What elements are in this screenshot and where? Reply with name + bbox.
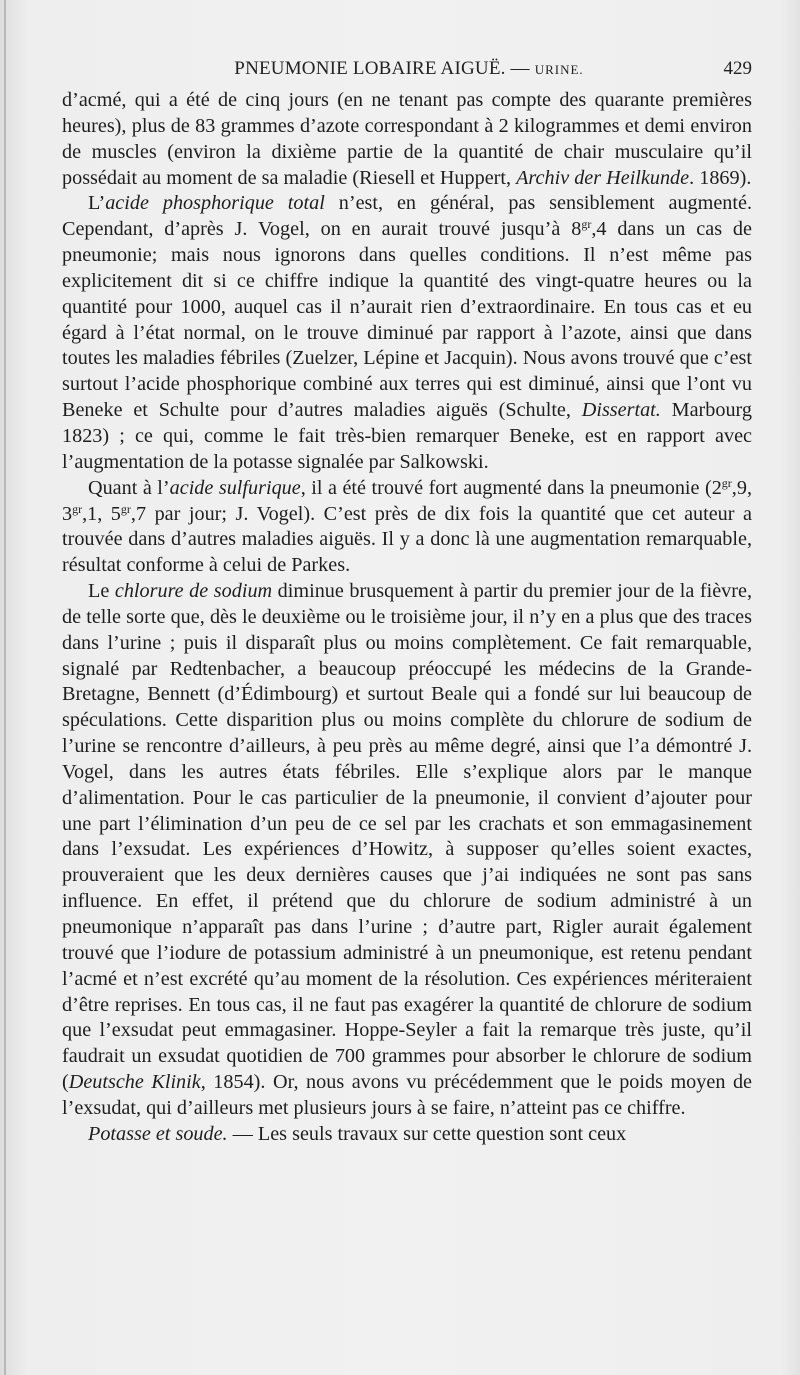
running-title-dash: — (505, 58, 535, 79)
term-acide-phosphorique: acide phosphorique total (105, 192, 325, 215)
running-head (66, 58, 752, 82)
running-title (66, 58, 752, 80)
term-acide-sulfurique: acide sulfurique (169, 476, 301, 499)
paragraph-potasse-et-soude: Potasse et soude. — Les seuls travaux sur cette question sont ceux (88, 1122, 627, 1145)
citation-dissertat: Dissertat. (581, 399, 661, 422)
paragraph-azote-continued: d’acmé, qui a été de cinq jours (en ne tenant pas compte des quarante premières heures), plus de 83 grammes d’azote correspondant à 2 kilogrammes et demi environ de muscles (environ la dixième partie de la quantité de chair musculaire qu’il possédait au moment de sa maladie (Riesell et Huppert, Archiv der Heilkunde. 1869). (62, 89, 752, 189)
paragraph-chlorure-de-sodium: Le chlorure de sodium diminue brusquement à partir du premier jour de la fièvre, de telle sorte que, dès le deuxième ou le troisième jour, il n’y en a plus que des traces dans l’urine ; puis il disparaît plus ou moins complètement. Ce fait remarquable, signalé par Redtenbacher, a beaucoup préoccupé les médecins de la Grande-Bretagne, Bennett (d’Édimbourg) et surtout Beale qui a fondé sur lui beaucoup de spéculations. Cette disparition plus ou moins complète du chlorure de sodium de l’urine se rencontre d’ailleurs, à peu près au même degré, ainsi que l’a démontré J. Vogel, dans les autres états fébriles. Elle s’explique alors par le manque d’alimentation. Pour le cas particulier de la pneumonie, il convient d’ajouter pour une part l’élimination d’un peu de ce sel par les crachats et son emmagasinement dans l’exsudat. Les expériences d’Howitz, à supposer qu’elles soient exactes, prouveraient que les deux dernières causes que j’ai indiquées ne sont pas sans influence. En effet, il prétend que du chlorure de sodium administré à un pneumonique n’apparaît pas dans l’urine ; d’autre part, Rigler aurait également trouvé que l’iodure de potassium administré à un pneumonique, est retenu pendant l’acmé et n’est excrété qu’au moment de la résolution. Ces expériences mériteraient d’être reprises. En tous cas, il ne faut pas exagérer la quantité de chlorure de sodium que l’exsudat peut emmagasiner. Hoppe-Seyler a fait la remarque très juste, qu’il faudrait un exsudat quotidien de 700 grammes pour absorber le chlorure de sodium (Deutsche Klinik, 1854). Or, nous avons vu précédemment que le poids moyen de l’exsudat, qui d’ailleurs met plusieurs jours à se faire, n’atteint pas ce chiffre. (62, 580, 752, 1119)
running-title-main: PNEUMONIE LOBAIRE AIGUË. (234, 58, 506, 79)
paragraph-acide-phosphorique: L’acide phosphorique total n’est, en général, pas sensiblement augmenté. Cependant, d’après J. Vogel, on en aurait trouvé jusqu’à $8^{gr},4$ dans un cas de pneumonie; mais nous ignorons dans quelles conditions. Il n’est même pas explicitement dit si ce chiffre indique la quantité des vingt-quatre heures ou la quantité pour 1000, auquel cas il n’aurait rien d’extraordinaire. En tous cas et eu égard à l’état normal, on le trouve diminué par rapport à l’azote, ainsi que dans toutes les maladies fébriles (Zuelzer, Lépine et Jacquin). Nous avons trouvé que c’est surtout l’acide phosphorique combiné aux terres qui est diminué, ainsi que l’ont vu Beneke et Schulte pour d’autres maladies aiguës (Schulte, Dissertat. Marbourg 1823) ; ce qui, comme le fait très-bien remarquer Beneke, est en rapport avec l’augmentation de la potasse signalée par Salkowski. (62, 192, 753, 473)
citation-archiv: Archiv der Heilkunde (516, 166, 690, 189)
term-chlorure-de-sodium: chlorure de sodium (114, 580, 273, 603)
page-body (62, 88, 752, 1148)
running-title-sub: URINE. (534, 62, 584, 77)
section-heading-potasse-et-soude: Potasse et soude. (88, 1122, 228, 1145)
page-number: 429 (723, 58, 752, 79)
paragraph-acide-sulfurique: Quant à l’acide sulfurique, il a été trouvé fort augmenté dans la pneumonie ($2^{gr},9$, $3^{gr},1$, $5^{gr},7$ par jour; J. Vogel). C’est près de dix fois la quantité que cet auteur a trouvée dans d’autres maladies aiguës. Il y a donc là une augmentation remarquable, résultat conforme à celui de Parkes. (62, 475, 752, 577)
citation-deutsche-klinik: Deutsche Klinik (68, 1071, 201, 1094)
binding-edge (4, 0, 6, 1375)
